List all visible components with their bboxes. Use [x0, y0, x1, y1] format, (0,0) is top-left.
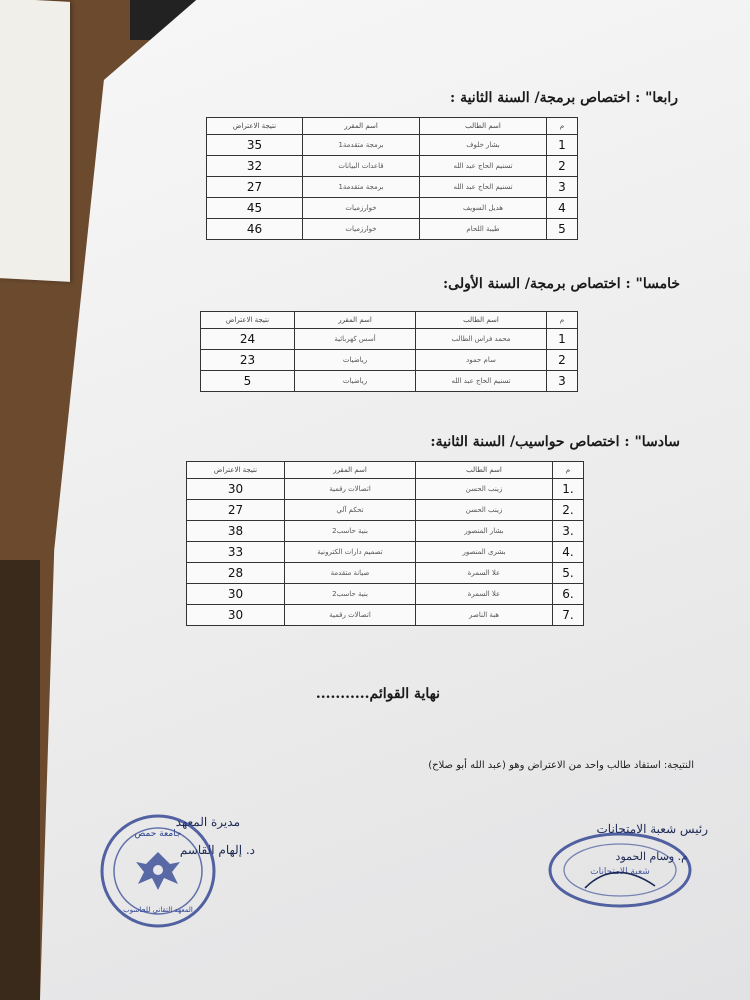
row-course: خوارزميات — [303, 219, 420, 240]
exams-head-title: رئيس شعبة الامتحانات — [596, 822, 708, 836]
table-section-4 — [206, 117, 578, 240]
header-student: اسم الطالب — [416, 312, 547, 329]
row-result: 45 — [207, 198, 303, 219]
row-no: 1 — [547, 135, 578, 156]
row-result: 46 — [207, 219, 303, 240]
row-student: بشار خلوف — [420, 135, 547, 156]
table-row — [207, 135, 578, 156]
row-no: .2 — [553, 500, 584, 521]
row-result: 23 — [201, 350, 295, 371]
row-result: 5 — [201, 371, 295, 392]
institute-stamp — [98, 812, 218, 930]
header-student: اسم الطالب — [420, 118, 547, 135]
table-row — [207, 219, 578, 240]
row-course: أسس كهربائية — [295, 329, 416, 350]
row-course: رياضيات — [295, 350, 416, 371]
header-student: اسم الطالب — [416, 462, 553, 479]
director-name: د. إلهام القاسم — [179, 843, 255, 857]
row-course: بنية حاسب2 — [285, 521, 416, 542]
row-course: برمجة متقدمة1 — [303, 135, 420, 156]
header-result: نتيجة الاعتراض — [187, 462, 285, 479]
row-student: هديل السويف — [420, 198, 547, 219]
header-no: م — [553, 462, 584, 479]
header-course: اسم المقرر — [285, 462, 416, 479]
stamp-text: شعبة الامتحانات — [590, 867, 650, 877]
row-result: 30 — [187, 584, 285, 605]
section-title-4: رابعا" : اختصاص برمجة/ السنة الثانية : — [450, 90, 678, 106]
row-result: 32 — [207, 156, 303, 177]
row-no: 5 — [547, 219, 578, 240]
row-student: تسنيم الحاج عبد الله — [416, 371, 547, 392]
row-result: 35 — [207, 135, 303, 156]
row-course: برمجة متقدمة1 — [303, 177, 420, 198]
row-no: .7 — [553, 605, 584, 626]
table-row — [187, 479, 584, 500]
header-course: اسم المقرر — [303, 118, 420, 135]
row-student: بشار المنصور — [416, 521, 553, 542]
row-no: 2 — [547, 350, 578, 371]
table-row — [207, 156, 578, 177]
row-course: رياضيات — [295, 371, 416, 392]
row-student: علا السمرة — [416, 563, 553, 584]
table-row — [207, 198, 578, 219]
row-course: اتصالات رقمية — [285, 479, 416, 500]
row-result: 30 — [187, 479, 285, 500]
row-student: علا السمرة — [416, 584, 553, 605]
row-student: زينب الحسن — [416, 500, 553, 521]
eagle-emblem-icon — [136, 852, 180, 890]
row-no: .3 — [553, 521, 584, 542]
header-result: نتيجة الاعتراض — [207, 118, 303, 135]
header-no: م — [547, 118, 578, 135]
section-title-6: سادسا" : اختصاص حواسيب/ السنة الثانية: — [430, 434, 680, 450]
row-no: .5 — [553, 563, 584, 584]
table-section-5 — [200, 311, 578, 392]
result-note: النتيجة: استفاد طالب واحد من الاعتراض وهو (عبد الله أبو صلاح) — [428, 760, 694, 771]
header-course: اسم المقرر — [295, 312, 416, 329]
row-course: تحكم آلي — [285, 500, 416, 521]
row-result: 24 — [201, 329, 295, 350]
header-result: نتيجة الاعتراض — [201, 312, 295, 329]
row-course: قاعدات البيانات — [303, 156, 420, 177]
row-no: 3 — [547, 371, 578, 392]
table-row — [201, 329, 578, 350]
row-student: محمد فراس الطالب — [416, 329, 547, 350]
header-no: م — [547, 312, 578, 329]
row-no: 4 — [547, 198, 578, 219]
table-row — [187, 500, 584, 521]
row-student: بشرى المنصور — [416, 542, 553, 563]
table-section-6 — [186, 461, 584, 626]
table-row — [201, 371, 578, 392]
exams-head-name: م. وسام الحمود — [615, 850, 688, 863]
row-no: .6 — [553, 584, 584, 605]
row-student: طيبة اللحام — [420, 219, 547, 240]
row-no: 2 — [547, 156, 578, 177]
row-no: 1 — [547, 329, 578, 350]
table-row — [187, 605, 584, 626]
row-course: خوارزميات — [303, 198, 420, 219]
row-result: 33 — [187, 542, 285, 563]
table-row — [207, 177, 578, 198]
row-result: 38 — [187, 521, 285, 542]
row-course: تصميم دارات الكترونية — [285, 542, 416, 563]
row-result: 30 — [187, 605, 285, 626]
director-title: مديرة المعهد — [175, 815, 240, 829]
row-no: .4 — [553, 542, 584, 563]
row-course: بنية حاسب2 — [285, 584, 416, 605]
row-result: 27 — [187, 500, 285, 521]
row-course: صيانة متقدمة — [285, 563, 416, 584]
row-no: 3 — [547, 177, 578, 198]
row-student: سام حمود — [416, 350, 547, 371]
table-row — [187, 542, 584, 563]
row-student: تسنيم الحاج عبد الله — [420, 177, 547, 198]
table-row — [187, 584, 584, 605]
row-result: 27 — [207, 177, 303, 198]
end-of-lists: نهاية القوائم........... — [315, 686, 440, 702]
stamp-text-top: جامعة حمص — [134, 829, 182, 839]
row-no: .1 — [553, 479, 584, 500]
row-result: 28 — [187, 563, 285, 584]
section-title-5: خامسا" : اختصاص برمجة/ السنة الأولى: — [443, 276, 680, 292]
table-row — [187, 563, 584, 584]
table-row — [201, 350, 578, 371]
row-student: هبة الناصر — [416, 605, 553, 626]
row-student: تسنيم الحاج عبد الله — [420, 156, 547, 177]
row-student: زينب الحسن — [416, 479, 553, 500]
table-row — [187, 521, 584, 542]
exams-stamp — [545, 828, 695, 912]
row-course: اتصالات رقمية — [285, 605, 416, 626]
stamp-text-bottom: المعهد التقاني للحاسوب — [123, 906, 193, 914]
